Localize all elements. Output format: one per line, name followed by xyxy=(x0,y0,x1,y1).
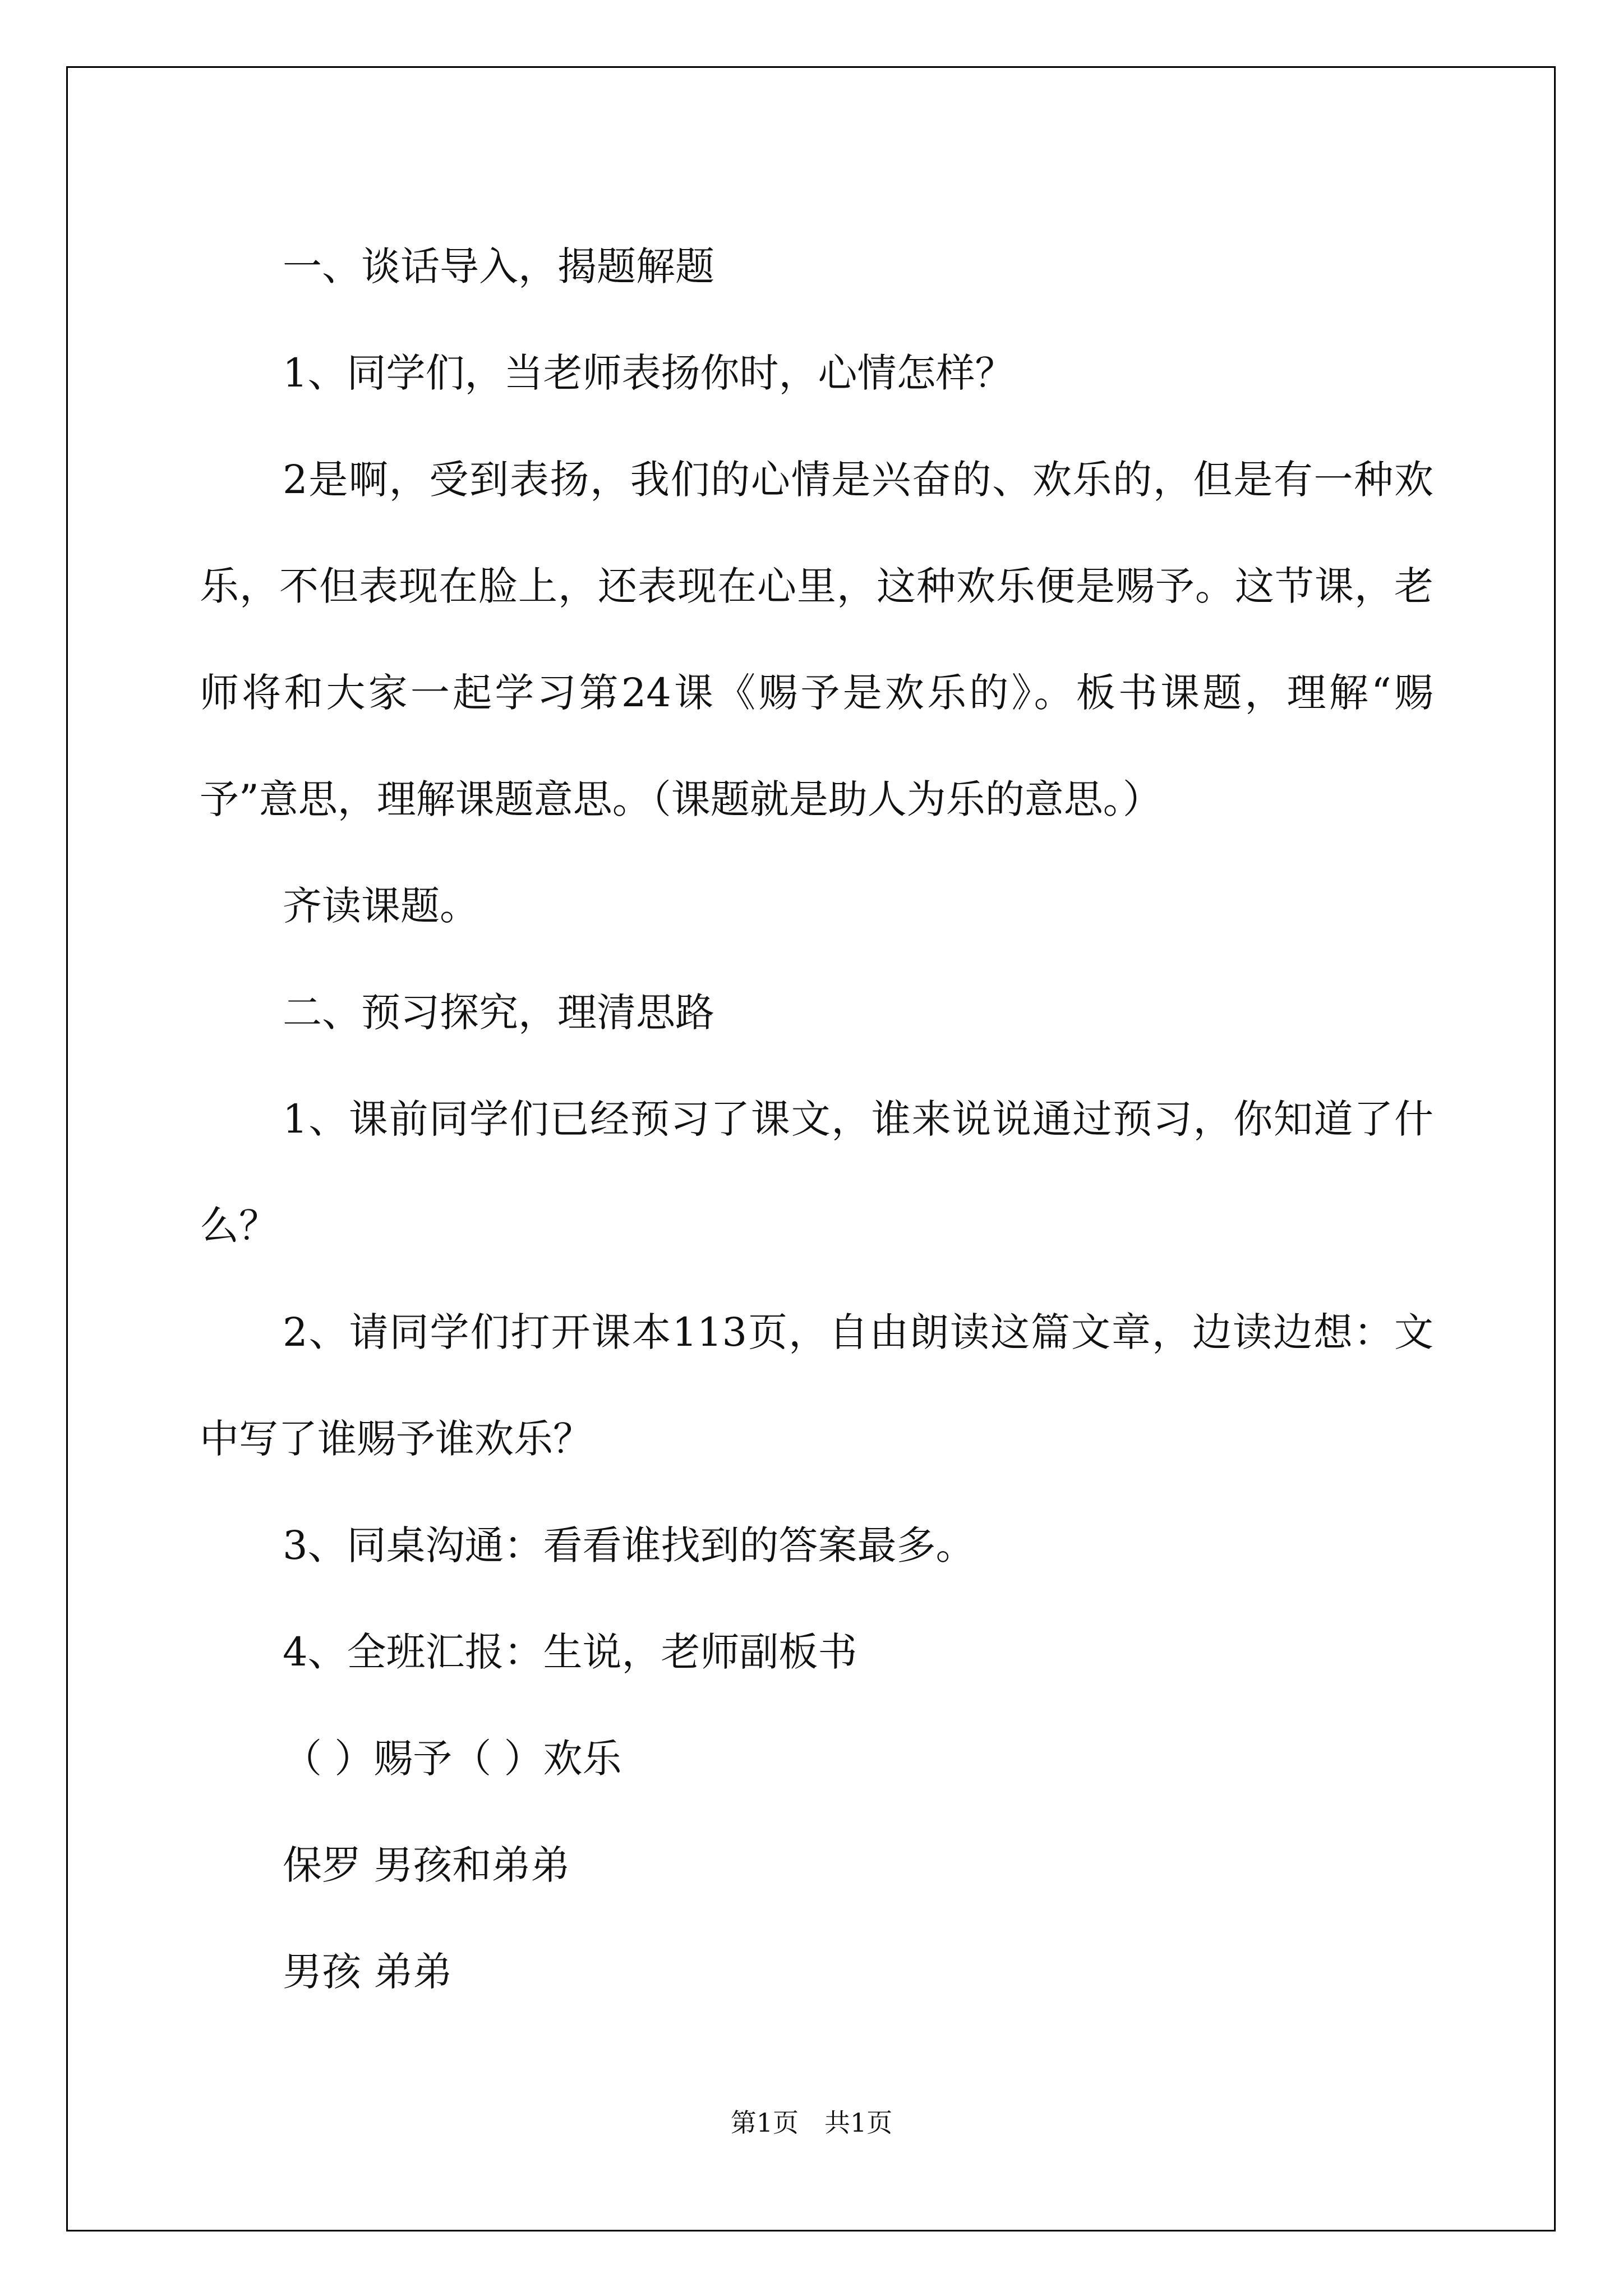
paragraph-intro: 2是啊，受到表扬，我们的心情是兴奋的、欢乐的，但是有一种欢乐，不但表现在脸上，还表现在心里，这种欢乐便是赐予。这节课，老师将和大家一起学习第24课《赐予是欢乐的》。板书课题，理解“赐予”意思，理解课题意思。（课题就是助人为乐的意思。） xyxy=(200,457,1433,822)
heading-section-2: 二、预习探究，理清思路 xyxy=(283,990,714,1036)
paragraph-discuss: 3、同桌沟通：看看谁找到的答案最多。 xyxy=(283,1522,975,1568)
paragraph-preview: 1、课前同学们已经预习了课文，谁来说说通过预习，你知道了什么？ xyxy=(200,1096,1433,1249)
paragraph-report: 4、全班汇报：生说，老师副板书 xyxy=(283,1629,857,1675)
board-line-3: 男孩 弟弟 xyxy=(283,1949,453,1995)
board-line-1: （ ）赐予（ ）欢乐 xyxy=(283,1736,622,1782)
document-body xyxy=(200,213,1433,2025)
paragraph-question-1: 1、同学们，当老师表扬你时，心情怎样？ xyxy=(283,350,1015,396)
paragraph-read-text: 2、请同学们打开课本113页，自由朗读这篇文章，边读边想：文中写了谁赐予谁欢乐？ xyxy=(200,1309,1433,1462)
board-line-2: 保罗 男孩和弟弟 xyxy=(283,1842,570,1888)
paragraph-read-title: 齐读课题。 xyxy=(283,883,479,929)
heading-section-1: 一、谈话导入，揭题解题 xyxy=(283,243,714,289)
page-footer: 第1页 共1页 xyxy=(730,2108,893,2138)
